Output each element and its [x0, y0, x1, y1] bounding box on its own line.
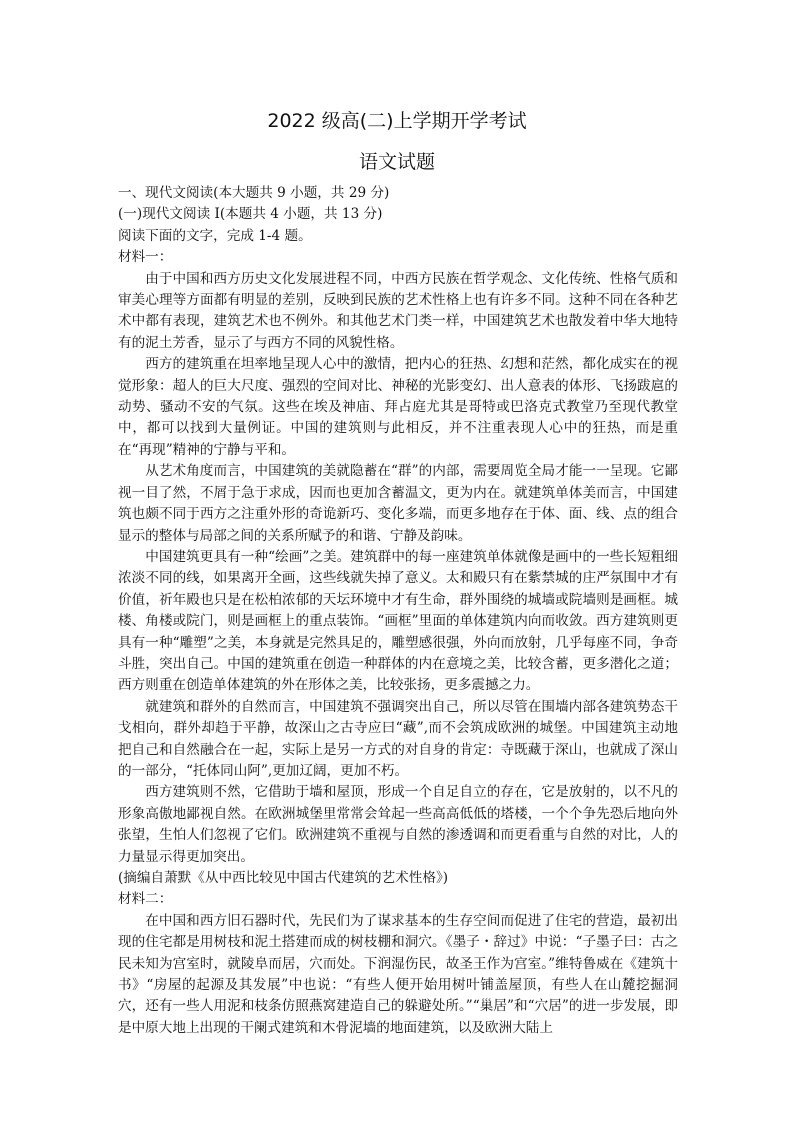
material1-label: 材料一： [118, 249, 173, 266]
exam-body [118, 183, 678, 1039]
material2-label: 材料二： [118, 891, 173, 908]
exam-subtitle: 语文试题 [358, 151, 435, 173]
material1-paragraph: 由于中国和西方历史文化发展进程不同，中西方民族在哲学观念、文化传统、性格气质和审美心理等方面都有明显的差别，反映到民族的艺术性格上也有许多不同。这种不同在各种艺术中都有表现，建筑艺术也不例外。和其他艺术门类一样，中国建筑艺术也散发着中华大地特有的泥土芳香，显示了与西方不同的风貌性格。 [118, 270, 678, 351]
material1-paragraph: 西方的建筑重在坦率地呈现人心中的激情，把内心的狂热、幻想和茫然，都化成实在的视觉形象：超人的巨大尺度、强烈的空间对比、神秘的光影变幻、出人意表的体形、飞扬跋扈的动势、骚动不安的气氛。这些在埃及神庙、拜占庭尤其是哥特或巴洛克式教堂乃至现代教堂中，都可以找到大量例证。中国的建筑则与此相反，并不注重表现人心中的狂热，而是重在“再现”精神的宁静与平和。 [118, 356, 678, 458]
material1-paragraph: 就建筑和群外的自然而言，中国建筑不强调突出自己，所以尽管在围墙内部各建筑势态干戈相向，群外却趋于平静，故深山之古寺应曰“藏”,而不会筑成欧洲的城堡。中国建筑主动地把自己和自然融合在一起，实际上是另一方式的对自身的肯定：寺既藏于深山，也就成了深山的一部分，“托体同山阿”,更加辽阔，更加不朽。 [118, 698, 678, 779]
reading-instruction: 阅读下面的文字，完成 1-4 题。 [118, 227, 312, 244]
material1-source: (摘编自萧默《从中西比较见中国古代建筑的艺术性格》) [118, 870, 449, 886]
material1-paragraph: 中国建筑更具有一种“绘画”之美。建筑群中的每一座建筑单体就像是画中的一些长短粗细浓淡不同的线，如果离开全画，这些线就失掉了意义。太和殿只有在紫禁城的庄严氛围中才有价值，祈年殿也只是在松柏浓郁的天坛环境中才有生命，群外围绕的城墙或院墙则是画框。城楼、角楼或院门，则是画框上的重点装饰。“画框”里面的单体建筑内向而收敛。西方建筑则更具有一种“雕塑”之美，本身就是完然具足的，雕塑感很强，外向而放射，几乎每座不同，争奇斗胜，突出自己。中国的建筑重在创造一种群体的内在意境之美，比较含蓄，更多潜化之道；西方则重在创造单体建筑的外在形体之美，比较张扬，更多震撼之力。 [118, 548, 678, 694]
material1-paragraph: 西方建筑则不然，它借助于墙和屋顶，形成一个自足自立的存在，它是放射的，以不凡的形象高傲地鄙视自然。在欧洲城堡里常常会耸起一些高高低低的塔楼，一个个争先恐后地向外张望，生怕人们忽视了它们。欧洲建筑不重视与自然的渗透调和而更看重与自然的对比，人的力量显示得更加突出。 [118, 784, 678, 865]
section-heading: 一、现代文阅读(本大题共 9 小题，共 29 分) [118, 185, 390, 201]
exam-title: 2022 级高(二)上学期开学考试 [267, 110, 527, 132]
material1-paragraph: 从艺术角度而言，中国建筑的美就隐蓄在“群”的内部，需要周览全局才能一一呈现。它鄙视一目了然，不屑于急于求成，因而也更加含蓄温文，更为内在。就建筑单体美而言，中国建筑也颇不同于西方之注重外形的奇诡新巧、变化多端，而更多地存在于体、面、线、点的组合显示的整体与局部之间的关系所赋予的和谐、宁静及韵味。 [118, 463, 678, 544]
material2-paragraph: 在中国和西方旧石器时代，先民们为了谋求基本的生存空间而促进了住宅的营造，最初出现的住宅都是用树枝和泥土搭建而成的树枝棚和洞穴。《墨子・辞过》中说：“子墨子曰：古之民未知为宫室时，就陵阜而居，穴而处。下润湿伤民，故圣王作为宫室。”维特鲁威在《建筑十书》“房屋的起源及其发展”中也说：“有些人便开始用树叶铺盖屋顶，有些人在山麓挖掘洞穴，还有一些人用泥和枝条仿照燕窝建造自己的躲避处所。”“巢居”和“穴居”的进一步发展，即是中原大地上出现的干阑式建筑和木骨泥墙的地面建筑，以及欧洲大陆上 [118, 912, 678, 1036]
subsection-heading: (一)现代文阅读 I(本题共 4 小题，共 13 分) [118, 206, 383, 223]
